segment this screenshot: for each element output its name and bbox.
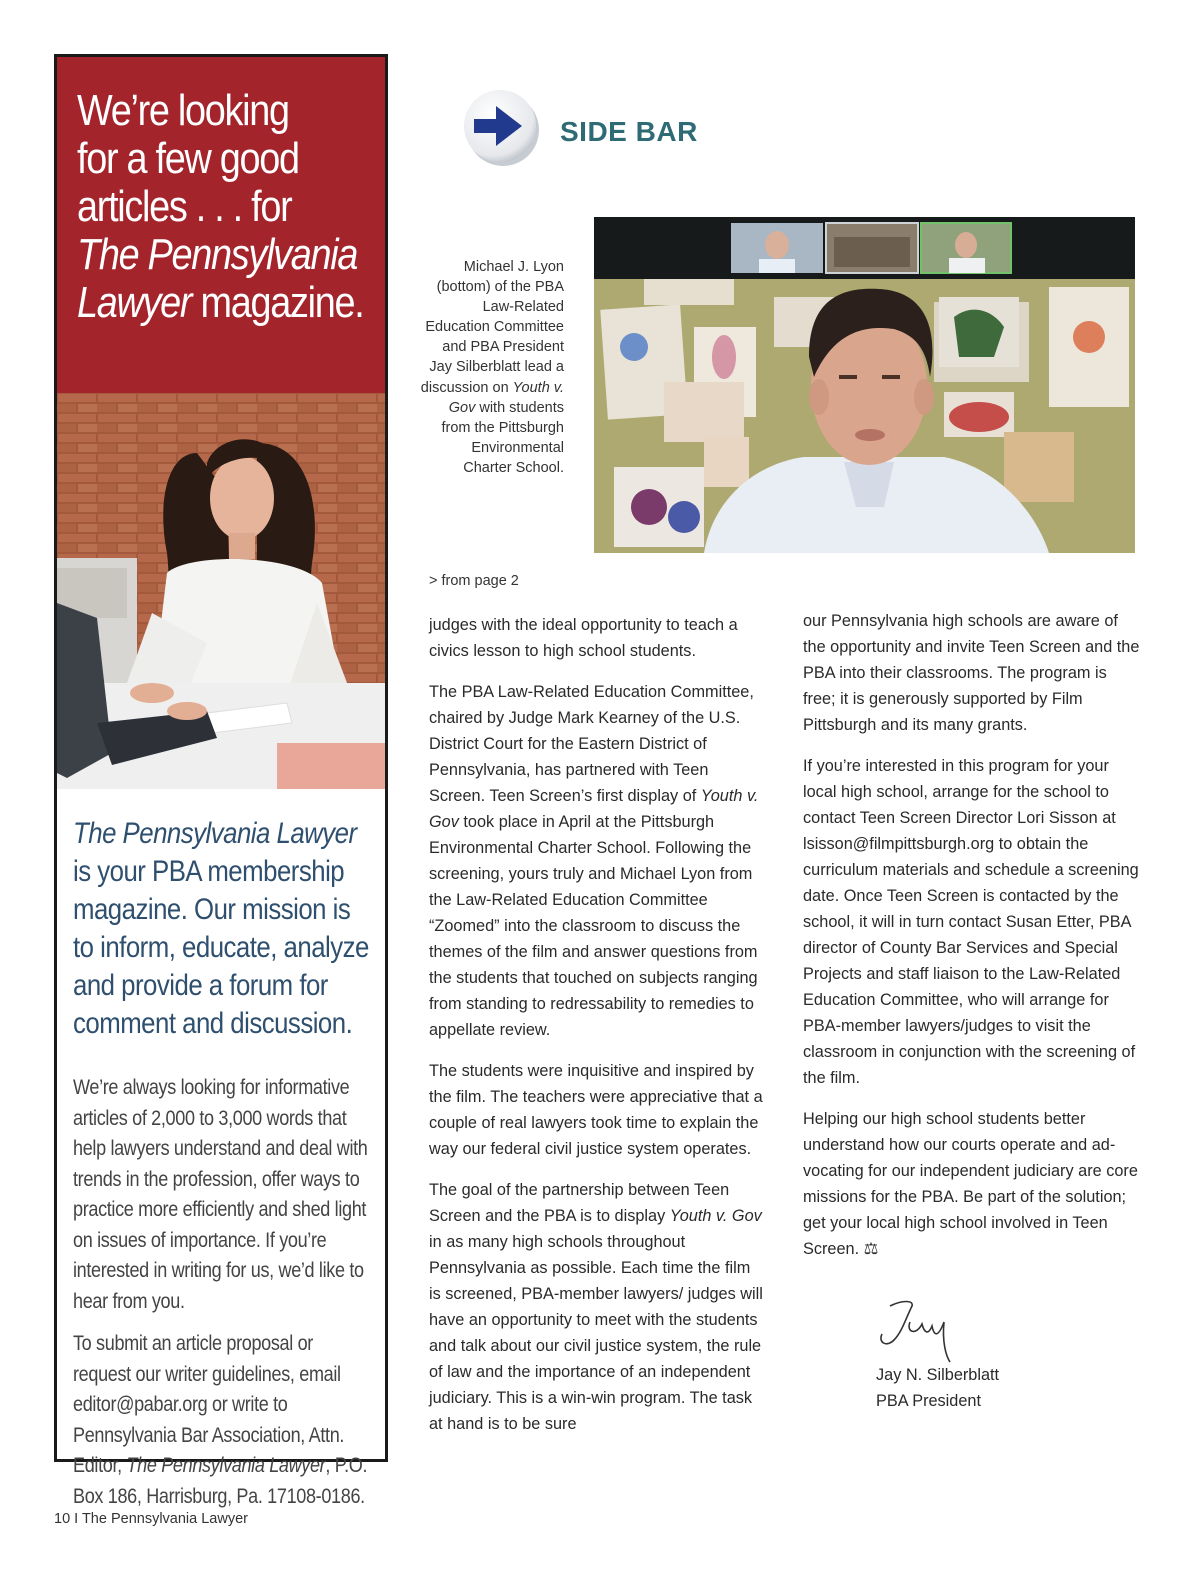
paragraph: The students were inquisitive and inspired by the film. The teachers were appreciative that a couple of real lawyers took time to explain the way our federal civil justice system operates. <box>429 1062 763 1158</box>
headline-line: articles . . . for <box>77 182 292 231</box>
paragraph: our Pennsylvania high schools are aware of the opportunity and invite Teen Screen and the PBA into their classrooms. The program is free; it is generously supported by Film Pittsburgh and its many grants. <box>803 612 1140 734</box>
headline-line <box>77 279 378 327</box>
paragraph: judges with the ideal opportunity to teach a civics lesson to high school students. <box>429 616 738 660</box>
ad-header-panel <box>57 57 385 393</box>
film-title: Youth v. Gov <box>448 379 564 416</box>
headline-italic: Lawyer <box>77 278 192 327</box>
magazine-ad <box>54 54 388 1508</box>
paragraph-text: in as many high schools throughout Pennsylvania as possible. Each time the film is screened, PBA-member lawyers/ judges will have an opportunity to meet with the students and talk about our civil justice system, the rule of law and the importance of an independent judiciary. This is a win-win program. The task at hand is to be sure <box>429 1233 763 1433</box>
caption-text-end: with students from the Pittsburgh Environmental Charter School. <box>441 399 564 476</box>
magazine-name: The Pennsylvania Lawyer <box>126 1454 326 1477</box>
paragraph-text: The PBA Law-Related Education Committee, chaired by Judge Mark Kearney of the U.S. District Court for the Eastern District of Pennsylvania, has partnered with Teen Screen. Teen Screen’s first display of <box>429 683 754 805</box>
submission-instructions <box>73 1329 372 1512</box>
article-column-2 <box>803 608 1143 1277</box>
photo-caption <box>420 257 564 478</box>
handwritten-signature <box>872 1292 972 1364</box>
instructions-text: To submit an article proposal or request our writer guidelines, email editor@pabar.org or write to Pennsylvania Bar Association, Attn. Editor, <box>73 1332 345 1477</box>
paragraph: Helping our high school students better understand how our courts operate and ad-vocating for our independent judiciary are core missions for the PBA. Be part of the solution; get your local high school involved in Teen Screen. ⚖ <box>803 1110 1138 1258</box>
signature-block <box>876 1362 999 1414</box>
headline-line: The Pennsylvania <box>77 230 358 279</box>
paragraph-text: The goal of the partnership between Teen Screen and the PBA is to display <box>429 1181 730 1225</box>
submission-call: We’re always looking for informative articles of 2,000 to 3,000 words that help lawyers understand and deal with trends in the profession, offer ways to practice more efficiently and shed light on issues of importance. If you’re interested in writing for us, we’d like to hear from you. <box>73 1076 368 1313</box>
mission-statement <box>73 815 372 1043</box>
paragraph-text: took place in April at the Pittsburgh Environmental Charter School. Following the screening, yours truly and Michael Lyon from the Law-Related Education Committee “Zoomed” into the classroom to discuss the themes of the film and answer questions from the students that touched on subjects ranging from standing to redressability to remedies to appellate review. <box>429 813 758 1039</box>
paragraph <box>429 1177 765 1437</box>
headline-line: for a few good <box>77 134 299 183</box>
ad-headline <box>77 87 378 327</box>
zoom-call-photo <box>594 217 1135 553</box>
signer-name: Jay N. Silberblatt <box>876 1366 1000 1384</box>
caption-text: Michael J. Lyon (bottom) of the PBA Law-Related Education Committee and PBA President Jay Silberblatt lead a discussion on <box>420 259 564 396</box>
sidebar-title: SIDE BAR <box>560 116 698 147</box>
paragraph: If you’re interested in this program for your local high school, arrange for the school to contact Teen Screen Director Lori Sisson at lsisson@filmpittsburgh.org to obtain the curriculum materials and schedule a screening date. Once Teen Screen is contacted by the school, it will in turn contact Susan Etter, PBA director of County Bar Services and Special Projects and staff liaison to the Law-Related Education Committee, who will arrange for PBA-member lawyers/judges to visit the classroom in conjunction with the screening of the film. <box>803 757 1139 1087</box>
signer-title: PBA President <box>876 1392 981 1410</box>
article-column-1 <box>429 612 765 1452</box>
film-title: Youth v. Gov <box>669 1207 762 1225</box>
woman-laptop-photo <box>57 393 385 789</box>
address-text: , P.O. Box 186, Harrisburg, Pa. 17108-0186. <box>73 1454 368 1508</box>
ad-copy <box>73 815 372 1524</box>
mission-text: is your PBA membership magazine. Our mission is to inform, educate, analyze and provide a forum for comment and discussion. <box>73 855 369 1040</box>
paragraph <box>429 679 765 1043</box>
continued-from-label: > from page 2 <box>429 573 519 589</box>
arrow-right-icon <box>460 86 542 168</box>
magazine-name: The Pennsylvania Lawyer <box>73 817 357 850</box>
headline-tail: magazine. <box>191 278 364 327</box>
page-footer: 10 I The Pennsylvania Lawyer <box>54 1511 248 1527</box>
film-title: Youth v. Gov <box>429 787 759 831</box>
headline-line: We’re looking <box>77 86 289 135</box>
